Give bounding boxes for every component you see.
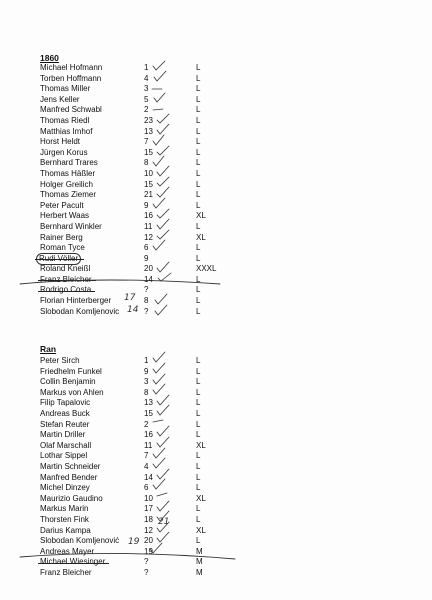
shirt-number: 19 — [144, 546, 153, 556]
player-name: Markus Marin — [40, 504, 89, 514]
section-heading-ran: Ran — [40, 344, 57, 354]
shirt-number: 15 — [144, 179, 153, 189]
shirt-size: L — [196, 158, 201, 168]
shirt-number: 21 — [144, 190, 153, 200]
shirt-number: 9 — [144, 200, 149, 210]
player-name: Matthias Imhof — [40, 126, 93, 136]
shirt-size: L — [196, 504, 201, 514]
shirt-size: L — [196, 430, 201, 440]
shirt-size: L — [196, 179, 201, 189]
shirt-size: L — [196, 285, 201, 295]
player-name: Olaf Marschall — [40, 440, 92, 450]
shirt-number: 16 — [144, 211, 153, 221]
shirt-size: L — [196, 253, 201, 263]
player-name: Rodrigo Costa — [40, 285, 92, 295]
player-name: Filip Tapalovic — [40, 398, 91, 408]
shirt-size: L — [196, 115, 201, 125]
shirt-size: L — [196, 243, 201, 253]
player-name: Thomas Häßler — [40, 168, 96, 178]
shirt-size: L — [196, 306, 201, 316]
shirt-size: L — [196, 296, 201, 306]
shirt-number: 17 — [144, 504, 153, 514]
shirt-number: 5 — [144, 94, 149, 104]
shirt-number: 11 — [144, 440, 153, 450]
shirt-size: L — [196, 73, 201, 83]
shirt-number: 13 — [144, 398, 153, 408]
shirt-size: M — [196, 557, 203, 567]
player-name: Herbert Waas — [40, 211, 90, 221]
shirt-number: 2 — [144, 105, 149, 115]
shirt-size: L — [196, 84, 201, 94]
player-name: Rainer Berg — [40, 232, 83, 242]
player-name: Florian Hinterberger — [40, 296, 112, 306]
shirt-number: 18 — [144, 514, 153, 524]
shirt-number: 13 — [144, 126, 153, 136]
shirt-size: XL — [196, 525, 206, 535]
shirt-number: 11 — [144, 221, 153, 231]
player-name: Friedhelm Funkel — [40, 366, 102, 376]
shirt-size: L — [196, 472, 201, 482]
shirt-size: L — [196, 451, 201, 461]
shirt-size: L — [196, 147, 201, 157]
shirt-number: 2 — [144, 419, 149, 429]
shirt-number: 8 — [144, 296, 149, 306]
shirt-number: 14 — [144, 274, 153, 284]
shirt-size: XL — [196, 232, 206, 242]
player-name: Manfred Schwabl — [40, 105, 102, 115]
shirt-size: XL — [196, 493, 206, 503]
handwritten-number: 21 — [158, 517, 170, 527]
player-name: Lothar Sippel — [40, 451, 88, 461]
player-name: Jens Keller — [40, 94, 80, 104]
shirt-number: 3 — [144, 377, 149, 387]
shirt-number: 10 — [144, 168, 153, 178]
shirt-number: 14 — [144, 472, 153, 482]
shirt-size: L — [196, 461, 201, 471]
shirt-size: L — [196, 377, 201, 387]
shirt-size: L — [196, 408, 201, 418]
shirt-size: L — [196, 168, 201, 178]
shirt-number: ? — [144, 567, 149, 577]
shirt-number: 20 — [144, 536, 153, 546]
shirt-number: 7 — [144, 451, 149, 461]
shirt-number: ? — [144, 285, 149, 295]
shirt-number: 9 — [144, 253, 149, 263]
player-name: Horst Heldt — [40, 137, 81, 147]
shirt-size: M — [196, 546, 203, 556]
player-name: Michel Dinzey — [40, 483, 90, 493]
shirt-size: XL — [196, 211, 206, 221]
player-name: Thomas Miller — [40, 84, 91, 94]
shirt-size: L — [196, 536, 201, 546]
shirt-number: ? — [144, 557, 149, 567]
player-name: Jürgen Korus — [40, 147, 88, 157]
shirt-size: L — [196, 483, 201, 493]
shirt-size: L — [196, 398, 201, 408]
player-name: Collin Benjamin — [40, 377, 96, 387]
player-name: Slobodan Komljenovic — [40, 306, 120, 316]
shirt-number: 8 — [144, 387, 149, 397]
handwritten-number: 19 — [128, 537, 140, 547]
player-name: Peter Pacult — [40, 200, 84, 210]
player-name: Andreas Buck — [40, 408, 90, 418]
shirt-size: L — [196, 137, 201, 147]
player-name: Holger Greilich — [40, 179, 93, 189]
shirt-size: L — [196, 274, 201, 284]
player-name: Thorsten Fink — [40, 514, 89, 524]
player-name: Roland Kneißl — [40, 264, 91, 274]
shirt-size: L — [196, 356, 201, 365]
shirt-number: 12 — [144, 525, 153, 535]
shirt-size: L — [196, 126, 201, 136]
player-name: Martin Driller — [40, 430, 86, 440]
shirt-number: 15 — [144, 147, 153, 157]
shirt-number: 9 — [144, 366, 149, 376]
player-name: Bernhard Winkler — [40, 221, 102, 231]
player-name: Thomas Riedl — [40, 115, 90, 125]
shirt-number: ? — [144, 306, 149, 316]
player-name: Markus von Ahlen — [40, 387, 104, 397]
shirt-size: L — [196, 200, 201, 210]
player-name: Manfred Bender — [40, 472, 98, 482]
player-name: Bernhard Trares — [40, 158, 98, 168]
shirt-number: 1 — [144, 356, 149, 365]
player-name: Andreas Mayer — [40, 546, 95, 556]
player-name: Thomas Ziemer — [40, 190, 97, 200]
player-name: Michael Wiesinger — [40, 557, 106, 567]
shirt-number: 20 — [144, 264, 153, 274]
handwritten-number: 17 — [124, 293, 136, 303]
shirt-size: L — [196, 514, 201, 524]
shirt-number: 4 — [144, 461, 149, 471]
shirt-number: 10 — [144, 493, 153, 503]
player-name: Darius Kampa — [40, 525, 91, 535]
player-name: Rudi Völler — [39, 253, 79, 263]
shirt-number: 12 — [144, 232, 153, 242]
section-heading-1860: 1860 — [40, 53, 59, 63]
shirt-size: L — [196, 221, 201, 231]
shirt-size: XXXL — [196, 264, 217, 274]
shirt-number: 8 — [144, 158, 149, 168]
shirt-number: 6 — [144, 243, 149, 253]
player-name: Michael Hofmann — [40, 63, 103, 72]
shirt-number: 6 — [144, 483, 149, 493]
player-name: Peter Sirch — [40, 356, 80, 365]
shirt-number: 23 — [144, 115, 153, 125]
shirt-number: 3 — [144, 84, 149, 94]
shirt-number: 7 — [144, 137, 149, 147]
shirt-size: L — [196, 366, 201, 376]
shirt-number: 4 — [144, 73, 149, 83]
player-name: Roman Tyce — [40, 243, 85, 253]
player-name: Slobodan Komljenović — [40, 536, 120, 546]
shirt-size: L — [196, 94, 201, 104]
player-name: Franz Bleicher — [40, 274, 92, 284]
player-name: Stefan Reuter — [40, 419, 90, 429]
shirt-number: 16 — [144, 430, 153, 440]
player-name: Martin Schneider — [40, 461, 101, 471]
shirt-number: 15 — [144, 408, 153, 418]
shirt-size: M — [196, 567, 203, 577]
shirt-size: XL — [196, 440, 206, 450]
shirt-number: 1 — [144, 63, 149, 72]
shirt-size: L — [196, 387, 201, 397]
handwritten-number: 14 — [127, 305, 139, 315]
player-name: Torben Hoffmann — [40, 73, 102, 83]
player-name: Franz Bleicher — [40, 567, 92, 577]
shirt-size: L — [196, 419, 201, 429]
player-name: Maurizio Gaudino — [40, 493, 103, 503]
shirt-size: L — [196, 105, 201, 115]
shirt-size: L — [196, 63, 201, 72]
shirt-size: L — [196, 190, 201, 200]
